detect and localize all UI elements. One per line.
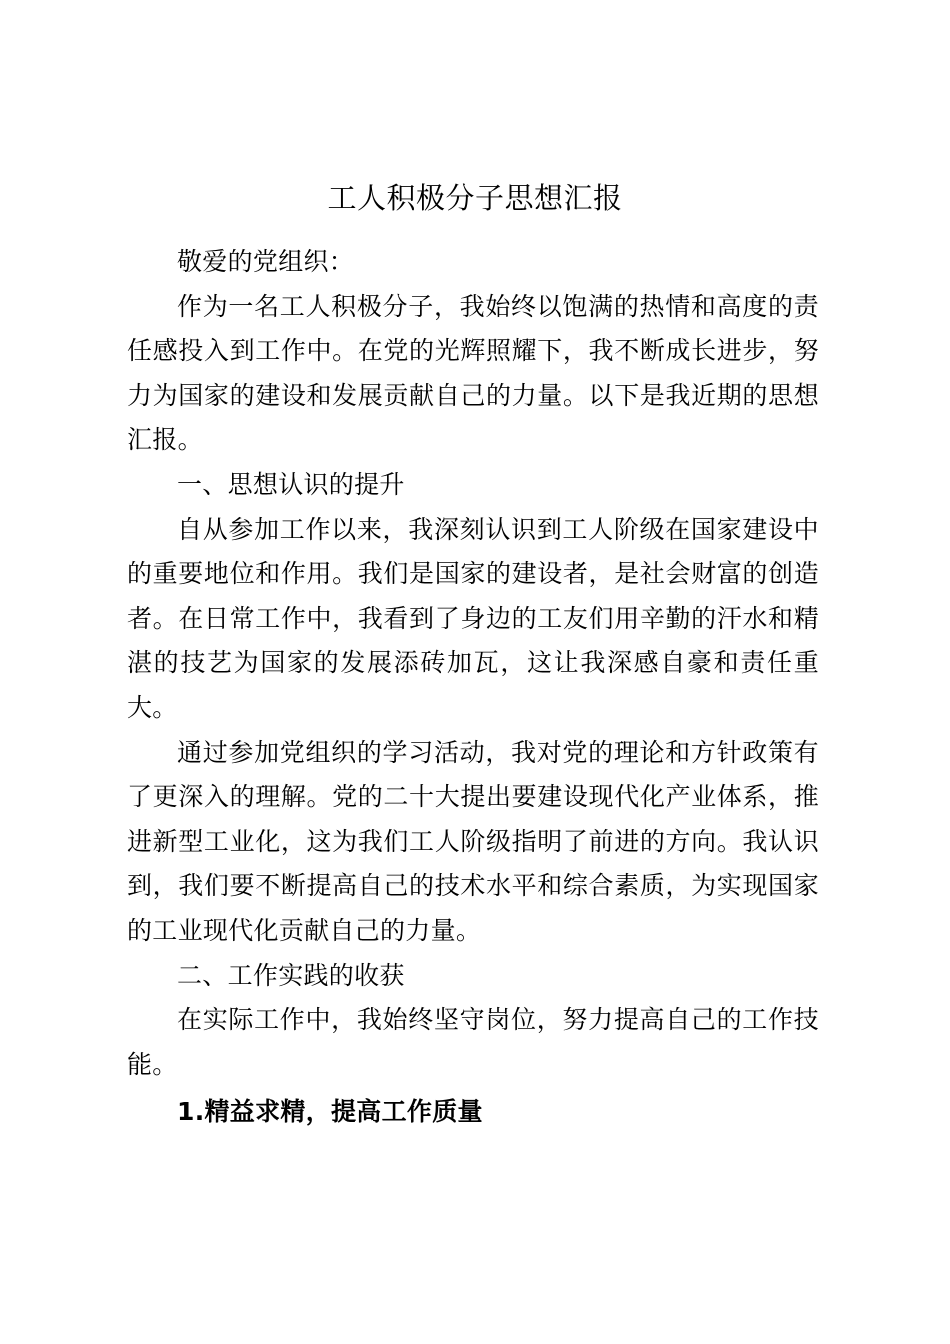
document-body [127,240,819,1135]
section-1-paragraph-1: 自从参加工作以来，我深刻认识到工人阶级在国家建设中的重要地位和作用。我们是国家的建设者，是社会财富的创造者。在日常工作中，我看到了身边的工友们用辛勤的汗水和精湛的技艺为国家的发展添砖加瓦，这让我深感自豪和责任重大。 [127,514,819,722]
section-1-paragraph-2: 通过参加党组织的学习活动，我对党的理论和方针政策有了更深入的理解。党的二十大提出要建设现代化产业体系，推进新型工业化，这为我们工人阶级指明了前进的方向。我认识到，我们要不断提高自己的技术水平和综合素质，为实现国家的工业现代化贡献自己的力量。 [127,737,819,945]
section-2-heading: 二、工作实践的收获 [177,960,405,990]
subheading-1: 1.精益求精，提高工作质量 [177,1097,483,1127]
section-1-heading: 一、思想认识的提升 [177,469,405,499]
section-2-paragraph-1: 在实际工作中，我始终坚守岗位，努力提高自己的工作技能。 [127,1005,819,1079]
greeting: 敬爱的党组织： [177,247,355,276]
intro-paragraph: 作为一名工人积极分子，我始终以饱满的热情和高度的责任感投入到工作中。在党的光辉照耀下，我不断成长进步，努力为国家的建设和发展贡献自己的力量。以下是我近期的思想汇报。 [127,291,819,455]
document-title: 工人积极分子思想汇报 [327,181,623,215]
